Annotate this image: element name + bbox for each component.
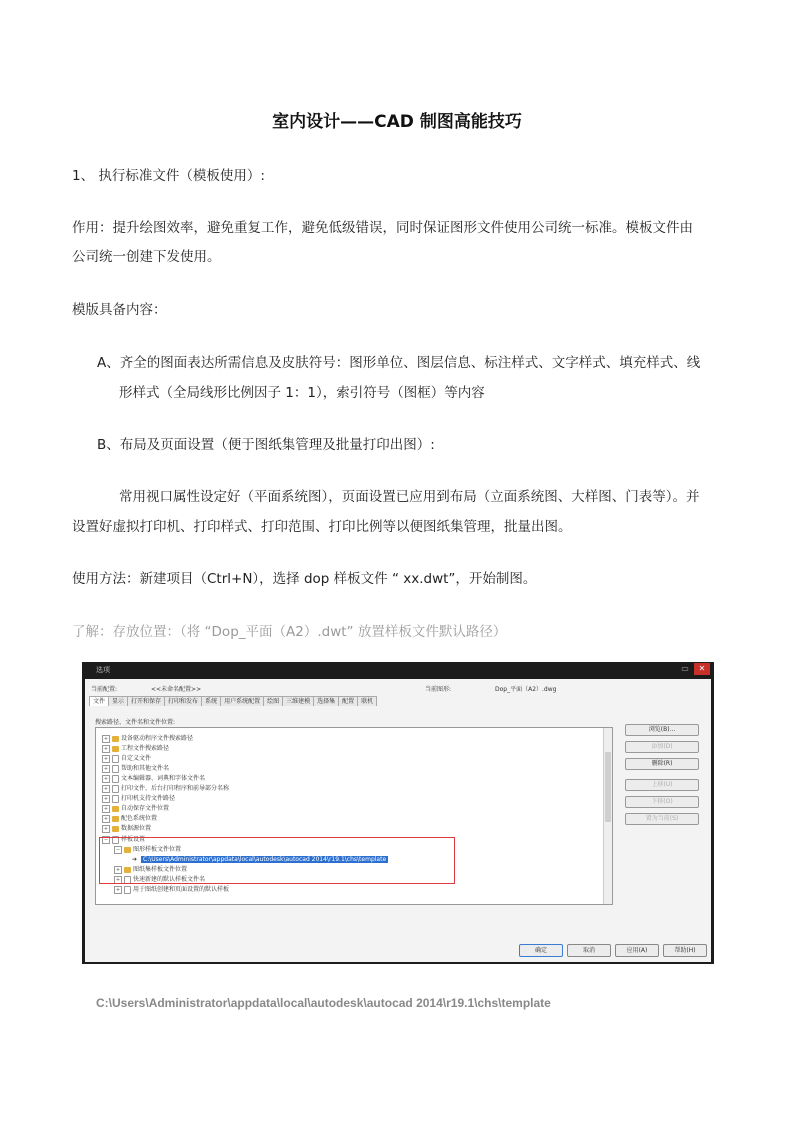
move-down-button: 下移(O) — [625, 796, 699, 808]
tree-item: + 自定义文件 — [103, 755, 152, 762]
tree-item: − 图形样板文件位置 — [115, 846, 182, 853]
tree-item: + 快速新建的默认样板文件名 — [115, 876, 206, 883]
tab-open-save: 打开和保存 — [127, 696, 165, 706]
template-path: C:\Users\Administrator\appdata\local\autodesk\autocad 2014\r19.1\chs\template — [96, 996, 551, 1010]
tree-item: + 自动保存文件位置 — [103, 805, 170, 812]
tab-display: 显示 — [108, 696, 128, 706]
note-line: 了解：存放位置：（将 “Dop_平面（A2）.dwt” 放置样板文件默认路径） — [72, 624, 507, 640]
help-button: 帮助(H) — [663, 944, 707, 957]
current-drawing-label: 当前图形: — [425, 686, 452, 693]
tree-item: + 设备驱动程序文件搜索路径 — [103, 735, 194, 742]
tree-item: − 样板设置 — [103, 836, 146, 843]
highlight-box — [99, 837, 455, 884]
tab-3d-modeling: 三维建模 — [282, 696, 314, 706]
purpose-line-1: 作用：提升绘图效率，避免重复工作，避免低级错误，同时保证图形文件使用公司统一标准。模板文件由 — [72, 220, 693, 236]
set-current-button: 置为当前(S) — [625, 813, 699, 825]
usage-line: 使用方法：新建项目（Ctrl+N），选择 dop 样板文件 “ xx.dwt”，开始制图。 — [72, 571, 537, 587]
browse-button: 浏览(B)... — [625, 724, 699, 736]
tab-selection: 选择集 — [313, 696, 339, 706]
tab-profiles: 配置 — [338, 696, 358, 706]
item-a-line-1: A、齐全的图面表达所需信息及皮肤符号：图形单位、图层信息、标注样式、文字样式、填充样式、线 — [97, 355, 701, 371]
move-up-button: 上移(U) — [625, 779, 699, 791]
add-button: 添加(D) — [625, 741, 699, 753]
cancel-button: 取消 — [567, 944, 611, 957]
tab-user-prefs: 用户系统配置 — [220, 696, 264, 706]
tree-item: + 打印文件、后台打印程序和前导部分名称 — [103, 785, 230, 792]
tab-files: 文件 — [89, 696, 109, 706]
tree-item: + 配色系统位置 — [103, 815, 158, 822]
purpose-line-2: 公司统一创建下发使用。 — [72, 249, 221, 265]
body-line-1: 常用视口属性设定好（平面系统图），页面设置已应用到布局（立面系统图、大样图、门表等）。并 — [119, 489, 700, 505]
ok-button: 确定 — [519, 944, 563, 957]
page-title: 室内设计——CAD 制图高能技巧 — [272, 112, 522, 132]
tree-item: + 用于图纸创建和页面设置的默认样板 — [115, 886, 230, 893]
tree-item: + 文本编辑器、词典和字体文件名 — [103, 775, 206, 782]
contents-label: 模版具备内容： — [72, 302, 167, 318]
tab-plot-publish: 打印和发布 — [164, 696, 202, 706]
current-profile-value: <<未命名配置>> — [151, 686, 202, 693]
tree-item: + 打印机支持文件路径 — [103, 795, 176, 802]
tab-drafting: 绘图 — [263, 696, 283, 706]
remove-button: 删除(R) — [625, 758, 699, 770]
section-heading: 1、 执行标准文件（模板使用）: — [72, 168, 265, 184]
item-a-line-2: 形样式（全局线形比例因子 1：1），索引符号（图框）等内容 — [119, 385, 485, 401]
close-icon: ✕ — [694, 663, 710, 675]
tree-item: + 帮助和其他文件名 — [103, 765, 170, 772]
item-b: B、布局及页面设置（便于图纸集管理及批量打印出图）: — [97, 437, 435, 453]
tab-online: 联机 — [357, 696, 377, 706]
tree-item: + 图纸集样板文件位置 — [115, 866, 188, 873]
body-line-2: 设置好虚拟打印机、打印样式、打印范围、打印比例等以便图纸集管理，批量出图。 — [72, 519, 572, 535]
tree-item: + 数据源位置 — [103, 825, 152, 832]
current-drawing-value: Dop_平面（A2）.dwg — [495, 686, 557, 693]
options-dialog-screenshot — [82, 662, 714, 964]
tree-item: + 工程文件搜索路径 — [103, 745, 170, 752]
current-profile-label: 当前配置: — [91, 686, 118, 693]
tab-system: 系统 — [201, 696, 221, 706]
dialog-tabs — [89, 696, 376, 706]
minimize-icon: ▭ — [681, 664, 689, 673]
tree-scrollbar — [603, 728, 612, 904]
tree-label: 搜索路径、文件名和文件位置: — [95, 719, 176, 726]
dialog-title: 选项 — [96, 666, 110, 674]
apply-button: 应用(A) — [615, 944, 659, 957]
tree-item-selected: ➔ C:\Users\Administrator\appdata\local\autodesk\autocad 2014\r19.1\chs\template — [132, 856, 387, 863]
